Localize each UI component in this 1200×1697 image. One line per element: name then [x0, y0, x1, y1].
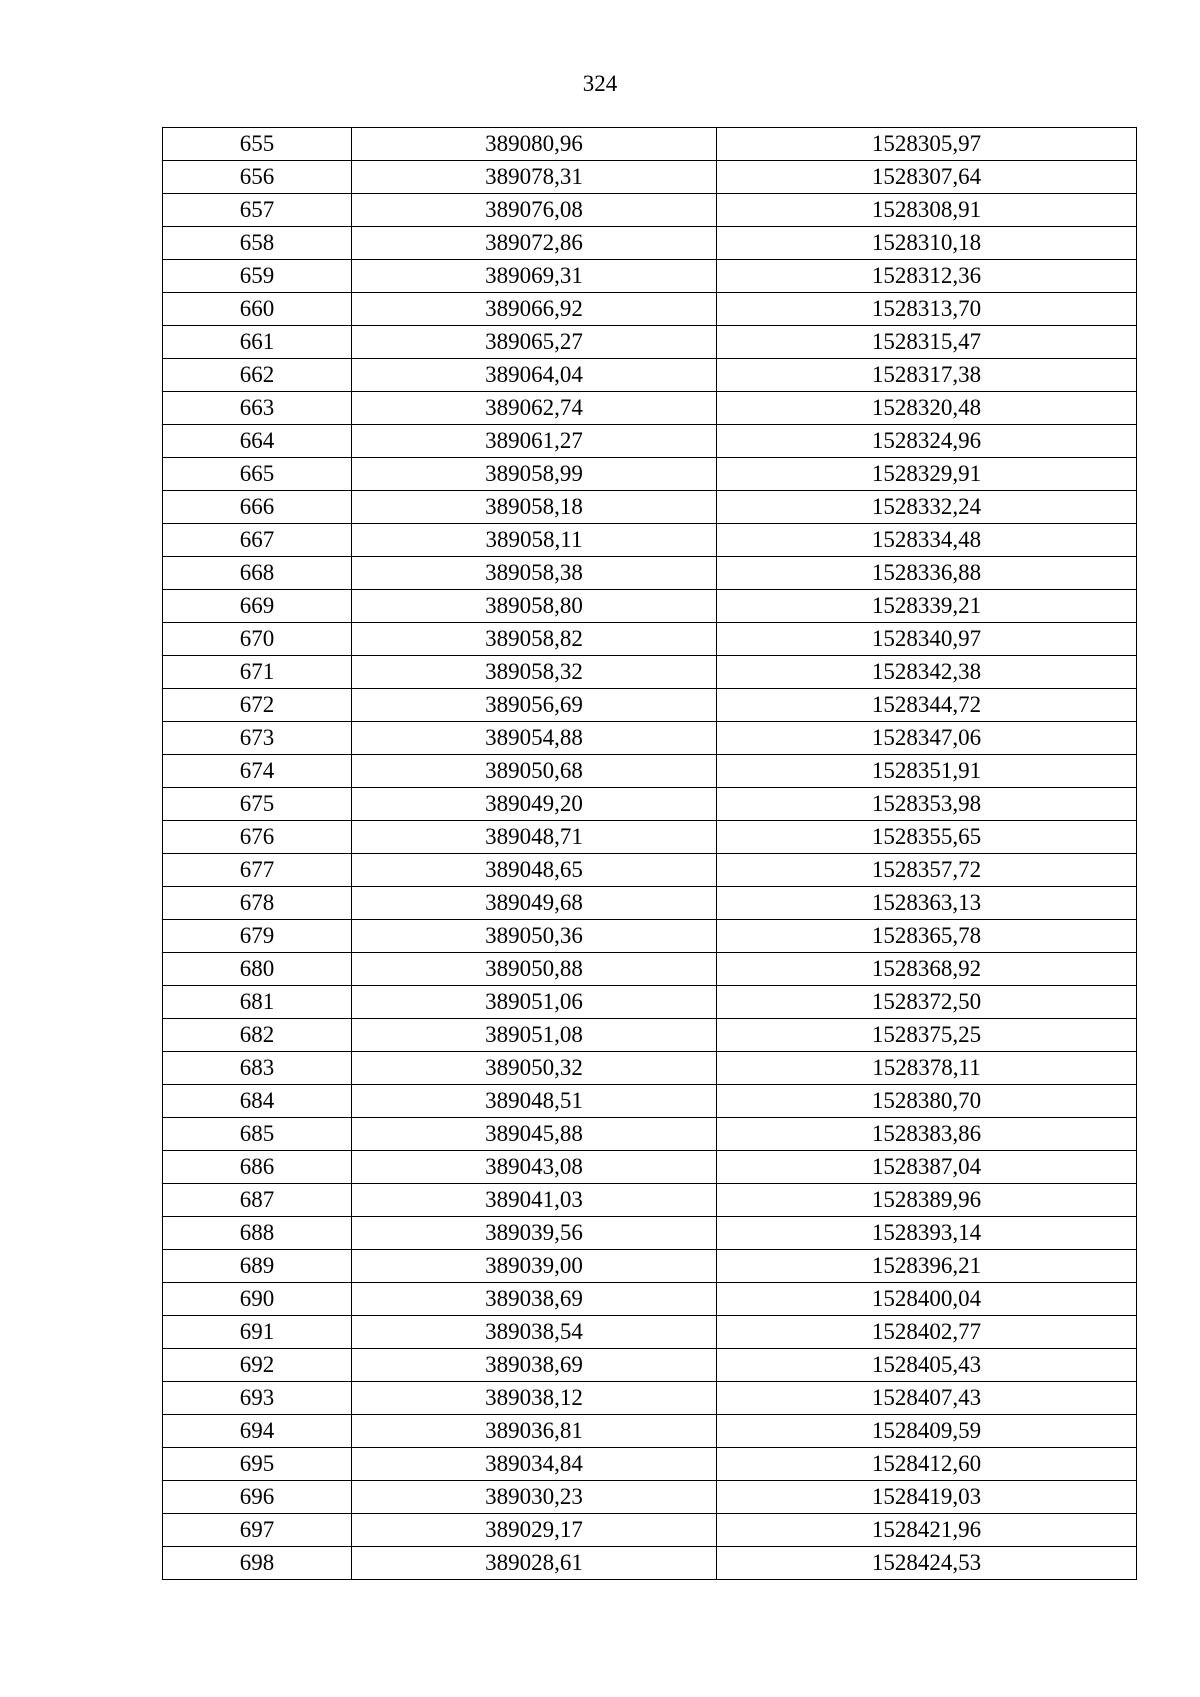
point-number-cell: 670 — [163, 623, 352, 656]
y-coordinate-cell: 1528355,65 — [717, 821, 1137, 854]
x-coordinate-cell: 389039,56 — [352, 1217, 717, 1250]
x-coordinate-cell: 389062,74 — [352, 392, 717, 425]
point-number-cell: 674 — [163, 755, 352, 788]
x-coordinate-cell: 389050,36 — [352, 920, 717, 953]
x-coordinate-cell: 389080,96 — [352, 128, 717, 161]
x-coordinate-cell: 389038,69 — [352, 1283, 717, 1316]
point-number-cell: 661 — [163, 326, 352, 359]
y-coordinate-cell: 1528368,92 — [717, 953, 1137, 986]
y-coordinate-cell: 1528396,21 — [717, 1250, 1137, 1283]
table-row — [163, 458, 1137, 491]
table-row — [163, 128, 1137, 161]
table-row — [163, 788, 1137, 821]
y-coordinate-cell: 1528412,60 — [717, 1448, 1137, 1481]
y-coordinate-cell: 1528339,21 — [717, 590, 1137, 623]
x-coordinate-cell: 389066,92 — [352, 293, 717, 326]
table-row — [163, 1349, 1137, 1382]
y-coordinate-cell: 1528378,11 — [717, 1052, 1137, 1085]
y-coordinate-cell: 1528308,91 — [717, 194, 1137, 227]
x-coordinate-cell: 389048,51 — [352, 1085, 717, 1118]
x-coordinate-cell: 389054,88 — [352, 722, 717, 755]
x-coordinate-cell: 389039,00 — [352, 1250, 717, 1283]
y-coordinate-cell: 1528334,48 — [717, 524, 1137, 557]
table-row — [163, 194, 1137, 227]
point-number-cell: 656 — [163, 161, 352, 194]
y-coordinate-cell: 1528407,43 — [717, 1382, 1137, 1415]
point-number-cell: 680 — [163, 953, 352, 986]
point-number-cell: 691 — [163, 1316, 352, 1349]
point-number-cell: 696 — [163, 1481, 352, 1514]
x-coordinate-cell: 389072,86 — [352, 227, 717, 260]
y-coordinate-cell: 1528340,97 — [717, 623, 1137, 656]
y-coordinate-cell: 1528405,43 — [717, 1349, 1137, 1382]
table-row — [163, 656, 1137, 689]
point-number-cell: 683 — [163, 1052, 352, 1085]
y-coordinate-cell: 1528421,96 — [717, 1514, 1137, 1547]
table-row — [163, 821, 1137, 854]
x-coordinate-cell: 389058,32 — [352, 656, 717, 689]
point-number-cell: 679 — [163, 920, 352, 953]
y-coordinate-cell: 1528347,06 — [717, 722, 1137, 755]
x-coordinate-cell: 389065,27 — [352, 326, 717, 359]
y-coordinate-cell: 1528363,13 — [717, 887, 1137, 920]
y-coordinate-cell: 1528305,97 — [717, 128, 1137, 161]
point-number-cell: 671 — [163, 656, 352, 689]
table-row — [163, 887, 1137, 920]
y-coordinate-cell: 1528332,24 — [717, 491, 1137, 524]
x-coordinate-cell: 389058,38 — [352, 557, 717, 590]
table-row — [163, 1382, 1137, 1415]
point-number-cell: 662 — [163, 359, 352, 392]
table-row — [163, 1052, 1137, 1085]
table-row — [163, 1151, 1137, 1184]
table-row — [163, 1448, 1137, 1481]
y-coordinate-cell: 1528351,91 — [717, 755, 1137, 788]
x-coordinate-cell: 389078,31 — [352, 161, 717, 194]
y-coordinate-cell: 1528315,47 — [717, 326, 1137, 359]
y-coordinate-cell: 1528393,14 — [717, 1217, 1137, 1250]
point-number-cell: 682 — [163, 1019, 352, 1052]
x-coordinate-cell: 389048,65 — [352, 854, 717, 887]
y-coordinate-cell: 1528324,96 — [717, 425, 1137, 458]
x-coordinate-cell: 389051,08 — [352, 1019, 717, 1052]
x-coordinate-cell: 389049,68 — [352, 887, 717, 920]
y-coordinate-cell: 1528342,38 — [717, 656, 1137, 689]
table-row — [163, 326, 1137, 359]
x-coordinate-cell: 389050,68 — [352, 755, 717, 788]
table-row — [163, 1415, 1137, 1448]
y-coordinate-cell: 1528336,88 — [717, 557, 1137, 590]
table-row — [163, 986, 1137, 1019]
point-number-cell: 693 — [163, 1382, 352, 1415]
x-coordinate-cell: 389050,32 — [352, 1052, 717, 1085]
x-coordinate-cell: 389029,17 — [352, 1514, 717, 1547]
y-coordinate-cell: 1528380,70 — [717, 1085, 1137, 1118]
y-coordinate-cell: 1528320,48 — [717, 392, 1137, 425]
x-coordinate-cell: 389036,81 — [352, 1415, 717, 1448]
table-row — [163, 1283, 1137, 1316]
table-row — [163, 1481, 1137, 1514]
x-coordinate-cell: 389038,12 — [352, 1382, 717, 1415]
y-coordinate-cell: 1528329,91 — [717, 458, 1137, 491]
y-coordinate-cell: 1528424,53 — [717, 1547, 1137, 1580]
point-number-cell: 672 — [163, 689, 352, 722]
x-coordinate-cell: 389050,88 — [352, 953, 717, 986]
point-number-cell: 660 — [163, 293, 352, 326]
point-number-cell: 695 — [163, 1448, 352, 1481]
table-row — [163, 1316, 1137, 1349]
y-coordinate-cell: 1528375,25 — [717, 1019, 1137, 1052]
point-number-cell: 677 — [163, 854, 352, 887]
x-coordinate-cell: 389069,31 — [352, 260, 717, 293]
y-coordinate-cell: 1528357,72 — [717, 854, 1137, 887]
table-row — [163, 425, 1137, 458]
table-row — [163, 1118, 1137, 1151]
table-row — [163, 689, 1137, 722]
y-coordinate-cell: 1528409,59 — [717, 1415, 1137, 1448]
table-row — [163, 227, 1137, 260]
table-row — [163, 1514, 1137, 1547]
table-row — [163, 854, 1137, 887]
x-coordinate-cell: 389058,82 — [352, 623, 717, 656]
point-number-cell: 681 — [163, 986, 352, 1019]
point-number-cell: 684 — [163, 1085, 352, 1118]
y-coordinate-cell: 1528353,98 — [717, 788, 1137, 821]
y-coordinate-cell: 1528307,64 — [717, 161, 1137, 194]
table-row — [163, 1250, 1137, 1283]
point-number-cell: 688 — [163, 1217, 352, 1250]
point-number-cell: 659 — [163, 260, 352, 293]
x-coordinate-cell: 389076,08 — [352, 194, 717, 227]
table-row — [163, 260, 1137, 293]
point-number-cell: 673 — [163, 722, 352, 755]
x-coordinate-cell: 389048,71 — [352, 821, 717, 854]
point-number-cell: 676 — [163, 821, 352, 854]
table-row — [163, 755, 1137, 788]
point-number-cell: 678 — [163, 887, 352, 920]
table-row — [163, 1019, 1137, 1052]
y-coordinate-cell: 1528344,72 — [717, 689, 1137, 722]
point-number-cell: 667 — [163, 524, 352, 557]
point-number-cell: 663 — [163, 392, 352, 425]
table-row — [163, 524, 1137, 557]
coordinates-table — [162, 127, 1137, 1580]
point-number-cell: 686 — [163, 1151, 352, 1184]
point-number-cell: 687 — [163, 1184, 352, 1217]
y-coordinate-cell: 1528372,50 — [717, 986, 1137, 1019]
x-coordinate-cell: 389051,06 — [352, 986, 717, 1019]
table-row — [163, 1184, 1137, 1217]
x-coordinate-cell: 389058,11 — [352, 524, 717, 557]
y-coordinate-cell: 1528419,03 — [717, 1481, 1137, 1514]
table-row — [163, 722, 1137, 755]
y-coordinate-cell: 1528387,04 — [717, 1151, 1137, 1184]
table-row — [163, 392, 1137, 425]
table-row — [163, 359, 1137, 392]
table-row — [163, 557, 1137, 590]
point-number-cell: 690 — [163, 1283, 352, 1316]
x-coordinate-cell: 389061,27 — [352, 425, 717, 458]
y-coordinate-cell: 1528402,77 — [717, 1316, 1137, 1349]
x-coordinate-cell: 389043,08 — [352, 1151, 717, 1184]
y-coordinate-cell: 1528317,38 — [717, 359, 1137, 392]
point-number-cell: 657 — [163, 194, 352, 227]
point-number-cell: 658 — [163, 227, 352, 260]
table-row — [163, 1085, 1137, 1118]
point-number-cell: 666 — [163, 491, 352, 524]
x-coordinate-cell: 389028,61 — [352, 1547, 717, 1580]
coordinates-table-body — [163, 128, 1137, 1580]
point-number-cell: 697 — [163, 1514, 352, 1547]
x-coordinate-cell: 389045,88 — [352, 1118, 717, 1151]
point-number-cell: 664 — [163, 425, 352, 458]
point-number-cell: 665 — [163, 458, 352, 491]
table-row — [163, 491, 1137, 524]
point-number-cell: 655 — [163, 128, 352, 161]
point-number-cell: 694 — [163, 1415, 352, 1448]
x-coordinate-cell: 389038,69 — [352, 1349, 717, 1382]
table-row — [163, 293, 1137, 326]
point-number-cell: 692 — [163, 1349, 352, 1382]
x-coordinate-cell: 389064,04 — [352, 359, 717, 392]
y-coordinate-cell: 1528313,70 — [717, 293, 1137, 326]
y-coordinate-cell: 1528389,96 — [717, 1184, 1137, 1217]
x-coordinate-cell: 389056,69 — [352, 689, 717, 722]
point-number-cell: 668 — [163, 557, 352, 590]
table-row — [163, 1217, 1137, 1250]
y-coordinate-cell: 1528365,78 — [717, 920, 1137, 953]
x-coordinate-cell: 389038,54 — [352, 1316, 717, 1349]
y-coordinate-cell: 1528312,36 — [717, 260, 1137, 293]
point-number-cell: 689 — [163, 1250, 352, 1283]
table-row — [163, 590, 1137, 623]
point-number-cell: 675 — [163, 788, 352, 821]
point-number-cell: 698 — [163, 1547, 352, 1580]
x-coordinate-cell: 389041,03 — [352, 1184, 717, 1217]
table-row — [163, 953, 1137, 986]
x-coordinate-cell: 389049,20 — [352, 788, 717, 821]
table-row — [163, 1547, 1137, 1580]
y-coordinate-cell: 1528383,86 — [717, 1118, 1137, 1151]
point-number-cell: 685 — [163, 1118, 352, 1151]
x-coordinate-cell: 389030,23 — [352, 1481, 717, 1514]
x-coordinate-cell: 389034,84 — [352, 1448, 717, 1481]
x-coordinate-cell: 389058,18 — [352, 491, 717, 524]
table-row — [163, 920, 1137, 953]
y-coordinate-cell: 1528310,18 — [717, 227, 1137, 260]
y-coordinate-cell: 1528400,04 — [717, 1283, 1137, 1316]
x-coordinate-cell: 389058,99 — [352, 458, 717, 491]
table-row — [163, 623, 1137, 656]
point-number-cell: 669 — [163, 590, 352, 623]
page-number: 324 — [582, 71, 618, 96]
table-row — [163, 161, 1137, 194]
x-coordinate-cell: 389058,80 — [352, 590, 717, 623]
